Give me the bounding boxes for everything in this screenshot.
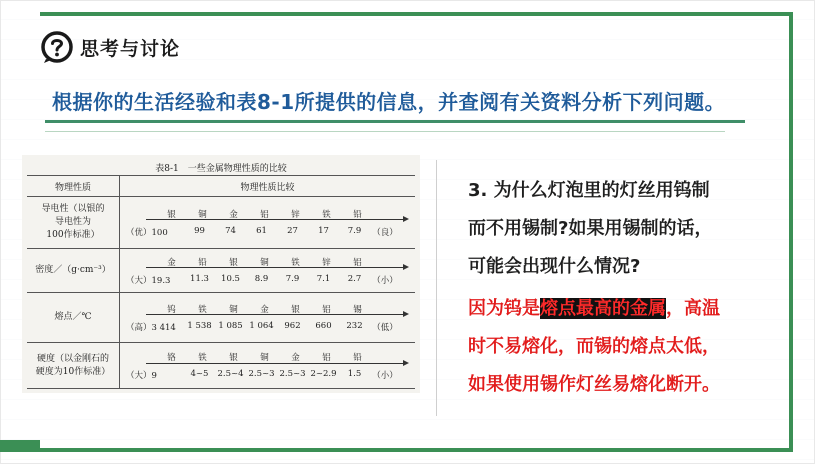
metal-values: （高）3 414 1 538 1 085 1 064 962 660 232 （低） [126,320,398,333]
table-header-property: 物理性质 [27,176,120,197]
metal-properties-table-image [22,155,420,393]
table-header-row [27,176,415,197]
metal-values: （大）9 4~5 2.5~4 2.5~3 2.5~3 2~2.9 1.5 （小） [126,368,398,381]
metal-names: 铬 铁 银 铜 金 铝 铅 [167,352,362,363]
section-header [40,30,180,64]
metal-values: （大）19.3 11.3 10.5 8.9 7.9 7.1 2.7 （小） [126,273,398,286]
metal-names: 钨 铁 铜 金 银 铝 锡 [167,304,362,315]
vertical-divider [436,160,437,416]
row-comparison [120,343,416,389]
answer-line: 时不易熔化，而锡的熔点太低， [468,336,720,357]
table-caption: 表8-1 一些金属物理性质的比较 [155,164,287,174]
answer-text [468,290,720,404]
comparison-arrow [146,314,407,315]
metal-names: 银 铜 金 铝 锌 铁 铅 [167,209,362,220]
comparison-arrow [146,267,407,268]
section-title: 思考与讨论 [80,37,181,60]
top-accent-bar [40,12,792,16]
answer-highlight: 熔点最高的金属 [540,298,666,319]
divider-thin [45,131,725,132]
question-text [468,172,712,286]
row-label: 密度／（g·cm⁻³） [27,249,120,293]
table-row [27,293,415,343]
row-label: 硬度（以金刚石的 硬度为10作标准） [27,343,120,389]
bottom-accent-bar [40,448,792,452]
row-label: 熔点／℃ [27,293,120,343]
row-comparison [120,249,416,293]
metal-properties-table [27,175,415,389]
answer-line: 如果使用锡作灯丝易熔化断开。 [468,374,720,395]
table-row [27,249,415,293]
instruction-text: 根据你的生活经验和表8-1所提供的信息，并查阅有关资料分析下列问题。 [52,90,726,114]
question-line: 可能会出现什么情况? [468,256,641,277]
divider-thick [45,120,745,123]
row-comparison [120,293,416,343]
metal-names: 金 铅 银 铜 铁 锌 铝 [167,257,362,268]
left-accent-bar [0,440,40,452]
right-accent-bar [789,12,793,452]
question-bubble-icon [40,30,74,64]
row-comparison [120,197,416,249]
table-row [27,197,415,249]
metal-values: （优）100 99 74 61 27 17 7.9 （良） [126,225,398,238]
comparison-arrow [146,363,407,364]
question-line: 而不用锡制?如果用锡制的话， [468,218,713,239]
comparison-arrow [146,219,407,220]
table-row [27,343,415,389]
question-line: 3. 为什么灯泡里的灯丝用钨制 [468,180,710,201]
table-header-comparison: 物理性质比较 [120,176,416,197]
row-label: 导电性（以银的 导电性为 100作标准） [27,197,120,249]
answer-line: 因为钨是熔点最高的金属，高温 [468,298,720,319]
